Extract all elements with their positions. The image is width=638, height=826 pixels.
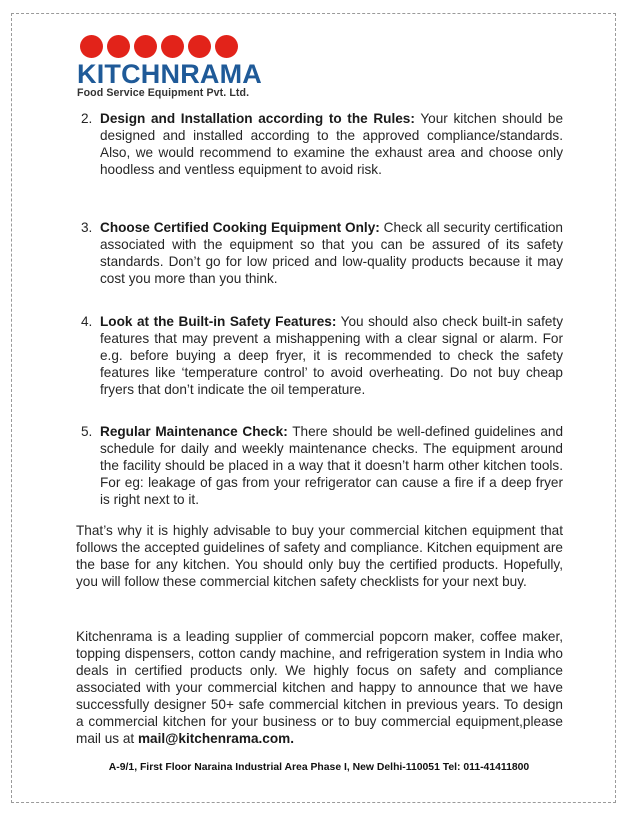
list-item-number: 5. [81, 424, 93, 439]
list-item-number: 2. [81, 111, 93, 126]
company-paragraph-text: Kitchenrama is a leading supplier of commercial popcorn maker, coffee maker, topping dispensers, cotton candy machine, and refrigeration system in India who deals in certified products only. We highly focus on safety and compliance associated with your commercial kitchen and happy to announce that we have successfully designer 50+ safe commercial kitchen in previous years. To design a commercial kitchen for your business or to buy commercial equipment,please mail us at [76, 629, 563, 746]
logo-dot [134, 35, 157, 58]
list-item [81, 313, 563, 398]
logo-dot [161, 35, 184, 58]
company-paragraph [76, 628, 563, 747]
list-item [81, 423, 563, 508]
logo-dot [80, 35, 103, 58]
list-item-number: 4. [81, 314, 93, 329]
footer-address: A-9/1, First Floor Naraina Industrial Area Phase I, New Delhi-110051 Tel: 011-41411800 [108, 762, 530, 773]
logo-brand-name: KITCHNRAMA [77, 59, 262, 89]
company-logo [77, 35, 262, 105]
logo-dots [80, 35, 252, 58]
list-item-title: Choose Certified Cooking Equipment Only: [100, 220, 380, 235]
list-item-text: Check all security certification associated with the equipment so that you can be assured of its safety standards. Don’t go for low priced and low-quality products because it may cost you more than you think. [100, 220, 563, 286]
contact-email-link[interactable]: mail@kitchenrama.com. [137, 731, 295, 746]
list-item-text: There should be well-defined guidelines and schedule for daily and weekly maintenance checks. The equipment around the facility should be placed in a way that it doesn’t harm other kitchen tools. For eg: leakage of gas from your refrigerator can cause a fire if a deep fryer is right next to it. [100, 424, 564, 507]
list-item-title: Design and Installation according to the Rules: [100, 111, 415, 126]
list-item-text: You should also check built-in safety features that may prevent a mishappening with a clear signal or alarm. For e.g. before buying a deep fryer, it is recommended to check the safety features like ‘temperature control’ to avoid overheating. Do not buy cheap fryers that don’t indicate the oil temperature. [100, 314, 563, 397]
list-item-title: Regular Maintenance Check: [100, 424, 288, 439]
list-item [81, 219, 563, 287]
logo-dot [215, 35, 238, 58]
summary-paragraph: That’s why it is highly advisable to buy your commercial kitchen equipment that follows the accepted guidelines of safety and compliance. Kitchen equipment are the base for any kitchen. You should only buy the certified products. Hopefully, you will follow these commercial kitchen safety checklists for your next buy. [76, 523, 563, 589]
list-item-number: 3. [81, 220, 93, 235]
list-item-text: Your kitchen should be designed and installed according to the approved compliance/standards. Also, we would recommend to examine the exhaust area and choose only hoodless and ventless equipment to avoid risk. [100, 111, 564, 177]
list-item-title: Look at the Built-in Safety Features: [100, 314, 337, 329]
logo-dot [107, 35, 130, 58]
list-item [81, 110, 563, 178]
logo-dot [188, 35, 211, 58]
logo-tagline: Food Service Equipment Pvt. Ltd. [77, 87, 250, 99]
